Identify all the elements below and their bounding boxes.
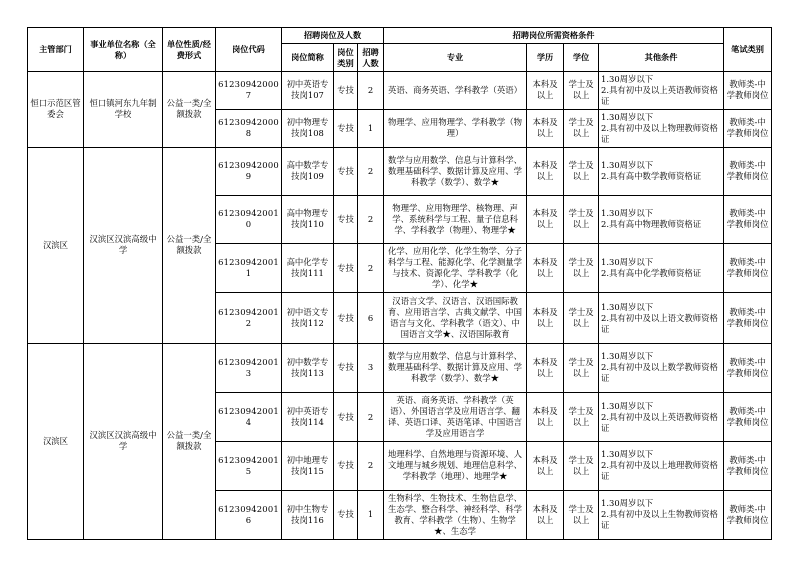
position-type-cell: 专技	[334, 109, 358, 147]
header-count: 招聘人数	[358, 44, 384, 72]
condition-certificate: 2.具有高中物理教师资格证	[601, 219, 702, 230]
code-cell: 612309420007	[216, 72, 282, 110]
condition-age: 1.30周岁以下	[601, 208, 654, 219]
code-cell: 612309420015	[216, 442, 282, 490]
condition-age: 1.30周岁以下	[601, 351, 654, 362]
code-cell: 612309420016	[216, 490, 282, 539]
major-cell: 化学、应用化学、化学生物学、分子科学与工程、能源化学、化学测量学与技术、资源化学、学科教学（化学）、化学★	[384, 244, 527, 293]
other-conditions-cell	[599, 244, 724, 293]
major-cell: 英语、商务英语、学科教学（英语）、外国语言学及应用语言学、翻译、英语口译、英语笔译、中国语言学及应用语言学	[384, 393, 527, 442]
position-name-cell: 初中英语专技岗114	[282, 393, 334, 442]
education-cell: 本科及以上	[527, 109, 564, 147]
education-cell: 本科及以上	[527, 393, 564, 442]
exam-category-cell: 教师类-中学教师岗位	[724, 72, 772, 110]
position-type-cell: 专技	[334, 244, 358, 293]
header-degree: 学位	[564, 44, 599, 72]
condition-age: 1.30周岁以下	[601, 498, 654, 509]
exam-category-cell: 教师类-中学教师岗位	[724, 490, 772, 539]
condition-certificate: 2.具有初中及以上数学教师资格证	[601, 362, 718, 384]
condition-certificate: 2.具有初中及以上英语教师资格证	[601, 84, 718, 106]
education-cell: 本科及以上	[527, 244, 564, 293]
position-type-cell: 专技	[334, 147, 358, 195]
nature-cell: 公益一类/全额拨款	[163, 147, 216, 343]
degree-cell: 学士及以上	[564, 147, 599, 195]
exam-category-cell: 教师类-中学教师岗位	[724, 109, 772, 147]
exam-category-cell: 教师类-中学教师岗位	[724, 293, 772, 343]
degree-cell: 学士及以上	[564, 393, 599, 442]
other-conditions-cell	[599, 393, 724, 442]
major-cell: 物理学、应用物理学、学科教学（物理）	[384, 109, 527, 147]
other-conditions-cell	[599, 195, 724, 243]
degree-cell: 学士及以上	[564, 343, 599, 392]
header-exam: 笔试类别	[724, 28, 772, 72]
condition-age: 1.30周岁以下	[601, 160, 654, 171]
position-name-cell: 初中语文专技岗112	[282, 293, 334, 343]
degree-cell: 学士及以上	[564, 442, 599, 490]
header-pos-name: 岗位简称	[282, 44, 334, 72]
position-type-cell: 专技	[334, 195, 358, 243]
position-name-cell: 初中数学专技岗113	[282, 343, 334, 392]
degree-cell: 学士及以上	[564, 244, 599, 293]
condition-age: 1.30周岁以下	[601, 111, 654, 122]
code-cell: 612309420009	[216, 147, 282, 195]
other-conditions-cell	[599, 442, 724, 490]
major-cell: 数学与应用数学、信息与计算科学、数理基础科学、数据计算及应用、学科教学（数学）、数学★	[384, 147, 527, 195]
code-cell: 612309420010	[216, 195, 282, 243]
count-cell: 2	[358, 72, 384, 110]
unit-cell: 汉滨区汉滨高级中学	[84, 147, 163, 343]
nature-cell: 公益一类/全额拨款	[163, 72, 216, 148]
position-name-cell: 初中英语专技岗107	[282, 72, 334, 110]
education-cell: 本科及以上	[527, 490, 564, 539]
exam-category-cell: 教师类-中学教师岗位	[724, 147, 772, 195]
code-cell: 612309420014	[216, 393, 282, 442]
count-cell: 2	[358, 442, 384, 490]
count-cell: 1	[358, 109, 384, 147]
header-major: 专业	[384, 44, 527, 72]
header-unit: 事业单位名称（全称）	[84, 28, 163, 72]
condition-certificate: 2.具有初中及以上英语教师资格证	[601, 411, 718, 433]
table-row	[28, 147, 772, 195]
count-cell: 1	[358, 490, 384, 539]
position-type-cell: 专技	[334, 442, 358, 490]
education-cell: 本科及以上	[527, 147, 564, 195]
code-cell: 612309420011	[216, 244, 282, 293]
code-cell: 612309420012	[216, 293, 282, 343]
position-name-cell: 初中地理专技岗115	[282, 442, 334, 490]
header-nature: 单位性质/经费形式	[163, 28, 216, 72]
count-cell: 6	[358, 293, 384, 343]
position-name-cell: 高中数学专技岗109	[282, 147, 334, 195]
condition-certificate: 2.具有初中及以上生物教师资格证	[601, 509, 718, 531]
other-conditions-cell	[599, 490, 724, 539]
other-conditions-cell	[599, 147, 724, 195]
header-edu: 学历	[527, 44, 564, 72]
condition-certificate: 2.具有初中及以上物理教师资格证	[601, 122, 718, 144]
header-pos-type: 岗位类别	[334, 44, 358, 72]
table-body	[28, 72, 772, 540]
position-name-cell: 初中物理专技岗108	[282, 109, 334, 147]
exam-category-cell: 教师类-中学教师岗位	[724, 442, 772, 490]
position-type-cell: 专技	[334, 490, 358, 539]
degree-cell: 学士及以上	[564, 109, 599, 147]
exam-category-cell: 教师类-中学教师岗位	[724, 393, 772, 442]
exam-category-cell: 教师类-中学教师岗位	[724, 195, 772, 243]
header-other: 其他条件	[599, 44, 724, 72]
header-dept: 主管部门	[28, 28, 84, 72]
major-cell: 生物科学、生物技术、生物信息学、生态学、整合科学、神经科学、科学教育、学科教学（生物）、生物学★、生态学	[384, 490, 527, 539]
condition-age: 1.30周岁以下	[601, 301, 654, 312]
major-cell: 英语、商务英语、学科教学（英语）	[384, 72, 527, 110]
recruitment-table	[27, 27, 772, 540]
code-cell: 612309420008	[216, 109, 282, 147]
position-type-cell: 专技	[334, 343, 358, 392]
other-conditions-cell	[599, 343, 724, 392]
major-cell: 汉语言文学、汉语言、汉语国际教育、应用语言学、古典文献学、中国语言与文化、学科教学（语文）、中国语言文学★、汉语国际教育	[384, 293, 527, 343]
condition-age: 1.30周岁以下	[601, 257, 654, 268]
nature-cell: 公益一类/全额拨款	[163, 343, 216, 539]
condition-certificate: 2.具有高中化学教师资格证	[601, 268, 702, 279]
condition-certificate: 2.具有初中及以上地理教师资格证	[601, 460, 718, 482]
count-cell: 2	[358, 244, 384, 293]
unit-cell: 恒口镇河东九年制学校	[84, 72, 163, 148]
education-cell: 本科及以上	[527, 293, 564, 343]
education-cell: 本科及以上	[527, 343, 564, 392]
unit-cell: 汉滨区汉滨高级中学	[84, 343, 163, 539]
dept-cell: 恒口示范区管委会	[28, 72, 84, 148]
education-cell: 本科及以上	[527, 72, 564, 110]
dept-cell: 汉滨区	[28, 147, 84, 343]
exam-category-cell: 教师类-中学教师岗位	[724, 343, 772, 392]
header-group-positions: 招聘岗位及人数	[282, 28, 384, 44]
degree-cell: 学士及以上	[564, 490, 599, 539]
count-cell: 2	[358, 393, 384, 442]
degree-cell: 学士及以上	[564, 195, 599, 243]
degree-cell: 学士及以上	[564, 72, 599, 110]
other-conditions-cell	[599, 109, 724, 147]
condition-age: 1.30周岁以下	[601, 449, 654, 460]
count-cell: 2	[358, 195, 384, 243]
count-cell: 3	[358, 343, 384, 392]
condition-certificate: 2.具有初中及以上语文教师资格证	[601, 312, 718, 334]
exam-category-cell: 教师类-中学教师岗位	[724, 244, 772, 293]
position-name-cell: 初中生物专技岗116	[282, 490, 334, 539]
condition-certificate: 2.具有高中数学教师资格证	[601, 171, 702, 182]
table-row	[28, 343, 772, 392]
education-cell: 本科及以上	[527, 195, 564, 243]
position-type-cell: 专技	[334, 293, 358, 343]
other-conditions-cell	[599, 72, 724, 110]
position-type-cell: 专技	[334, 393, 358, 442]
degree-cell: 学士及以上	[564, 293, 599, 343]
dept-cell: 汉滨区	[28, 343, 84, 539]
header-code: 岗位代码	[216, 28, 282, 72]
education-cell: 本科及以上	[527, 442, 564, 490]
condition-age: 1.30周岁以下	[601, 400, 654, 411]
position-name-cell: 高中化学专技岗111	[282, 244, 334, 293]
condition-age: 1.30周岁以下	[601, 73, 654, 84]
position-type-cell: 专技	[334, 72, 358, 110]
other-conditions-cell	[599, 293, 724, 343]
major-cell: 数学与应用数学、信息与计算科学、数理基础科学、数据计算及应用、学科教学（数学）、数学★	[384, 343, 527, 392]
code-cell: 612309420013	[216, 343, 282, 392]
count-cell: 2	[358, 147, 384, 195]
major-cell: 物理学、应用物理学、核物理、声学、系统科学与工程、量子信息科学、学科教学（物理）、物理学★	[384, 195, 527, 243]
major-cell: 地理科学、自然地理与资源环境、人文地理与城乡规划、地理信息科学、学科教学（地理）、地理学★	[384, 442, 527, 490]
table-row	[28, 72, 772, 110]
header-group-requirements: 招聘岗位所需资格条件	[384, 28, 724, 44]
position-name-cell: 高中物理专技岗110	[282, 195, 334, 243]
